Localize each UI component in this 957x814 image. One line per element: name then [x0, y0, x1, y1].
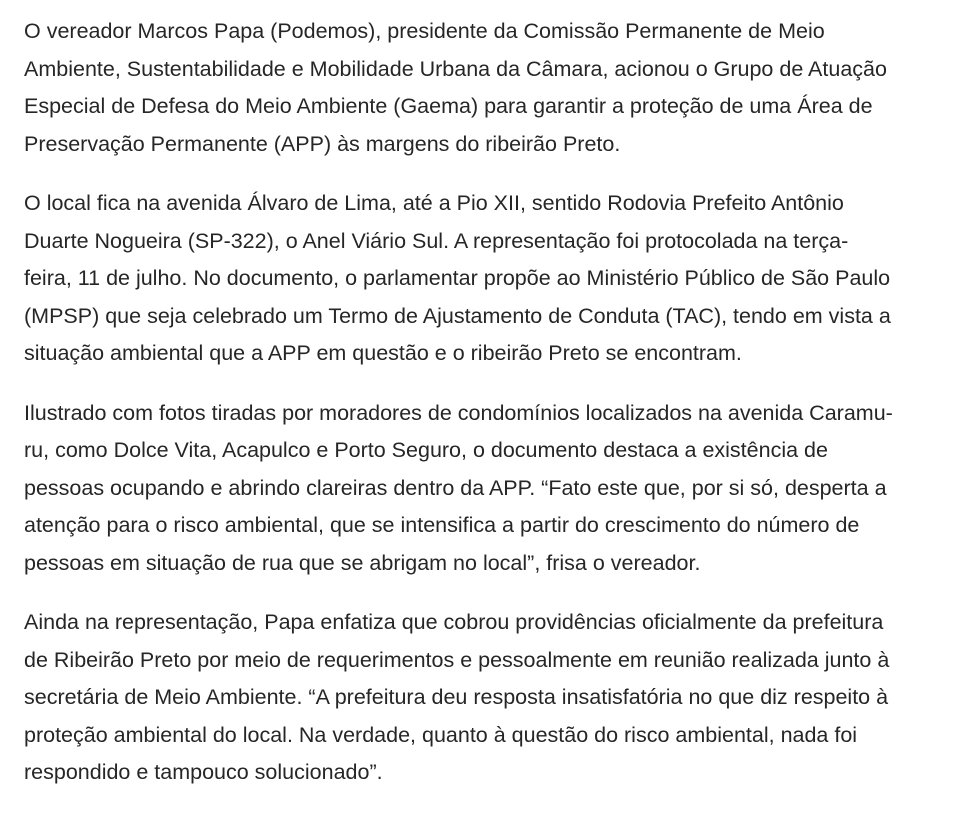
paragraph-line: Ilustrado com fotos tiradas por moradores de condomínios localizados na avenida Caramu-	[24, 400, 893, 425]
paragraph-line: Ambiente, Sustentabilidade e Mobilidade Urbana da Câmara, acionou o Grupo de Atuação	[24, 56, 887, 81]
paragraph-line: respondido e tampouco solucionado”.	[24, 760, 383, 784]
paragraph-line: de Ribeirão Preto por meio de requerimentos e pessoalmente em reunião realizada junto à	[24, 647, 890, 672]
paragraph-2	[24, 185, 936, 373]
paragraph-line: (MPSP) que seja celebrado um Termo de Ajustamento de Conduta (TAC), tendo em vista a	[24, 303, 891, 328]
paragraph-4	[24, 604, 936, 792]
article-body	[24, 13, 936, 814]
paragraph-line: Especial de Defesa do Meio Ambiente (Gaema) para garantir a proteção de uma Área de	[24, 94, 873, 118]
paragraph-line: pessoas em situação de rua que se abrigam no local”, frisa o vereador.	[24, 550, 701, 575]
paragraph-1	[24, 13, 936, 163]
paragraph-line: pessoas ocupando e abrindo clareiras dentro da APP. “Fato este que, por si só, desperta a	[24, 475, 887, 500]
paragraph-line: Duarte Nogueira (SP-322), o Anel Viário Sul. A representação foi protocolada na terça-	[24, 228, 849, 253]
paragraph-line: atenção para o risco ambiental, que se intensifica a partir do crescimento do número de	[24, 513, 860, 537]
paragraph-line: O vereador Marcos Papa (Podemos), presidente da Comissão Permanente de Meio	[24, 19, 825, 43]
paragraph-line: Ainda na representação, Papa enfatiza que cobrou providências oficialmente da prefeitura	[24, 610, 884, 634]
paragraph-line: situação ambiental que a APP em questão e o ribeirão Preto se encontram.	[24, 341, 742, 365]
paragraph-3	[24, 395, 936, 583]
paragraph-line: Preservação Permanente (APP) às margens do ribeirão Preto.	[24, 131, 621, 156]
paragraph-line: secretária de Meio Ambiente. “A prefeitura deu resposta insatisfatória no que diz respeito à	[24, 685, 889, 709]
paragraph-line: O local fica na avenida Álvaro de Lima, até a Pio XII, sentido Rodovia Prefeito Antônio	[24, 191, 844, 215]
paragraph-line: feira, 11 de julho. No documento, o parlamentar propõe ao Ministério Público de São Paulo	[24, 266, 891, 290]
paragraph-line: ru, como Dolce Vita, Acapulco e Porto Seguro, o documento destaca a existência de	[24, 438, 828, 462]
paragraph-line: proteção ambiental do local. Na verdade, quanto à questão do risco ambiental, nada foi	[24, 722, 858, 747]
